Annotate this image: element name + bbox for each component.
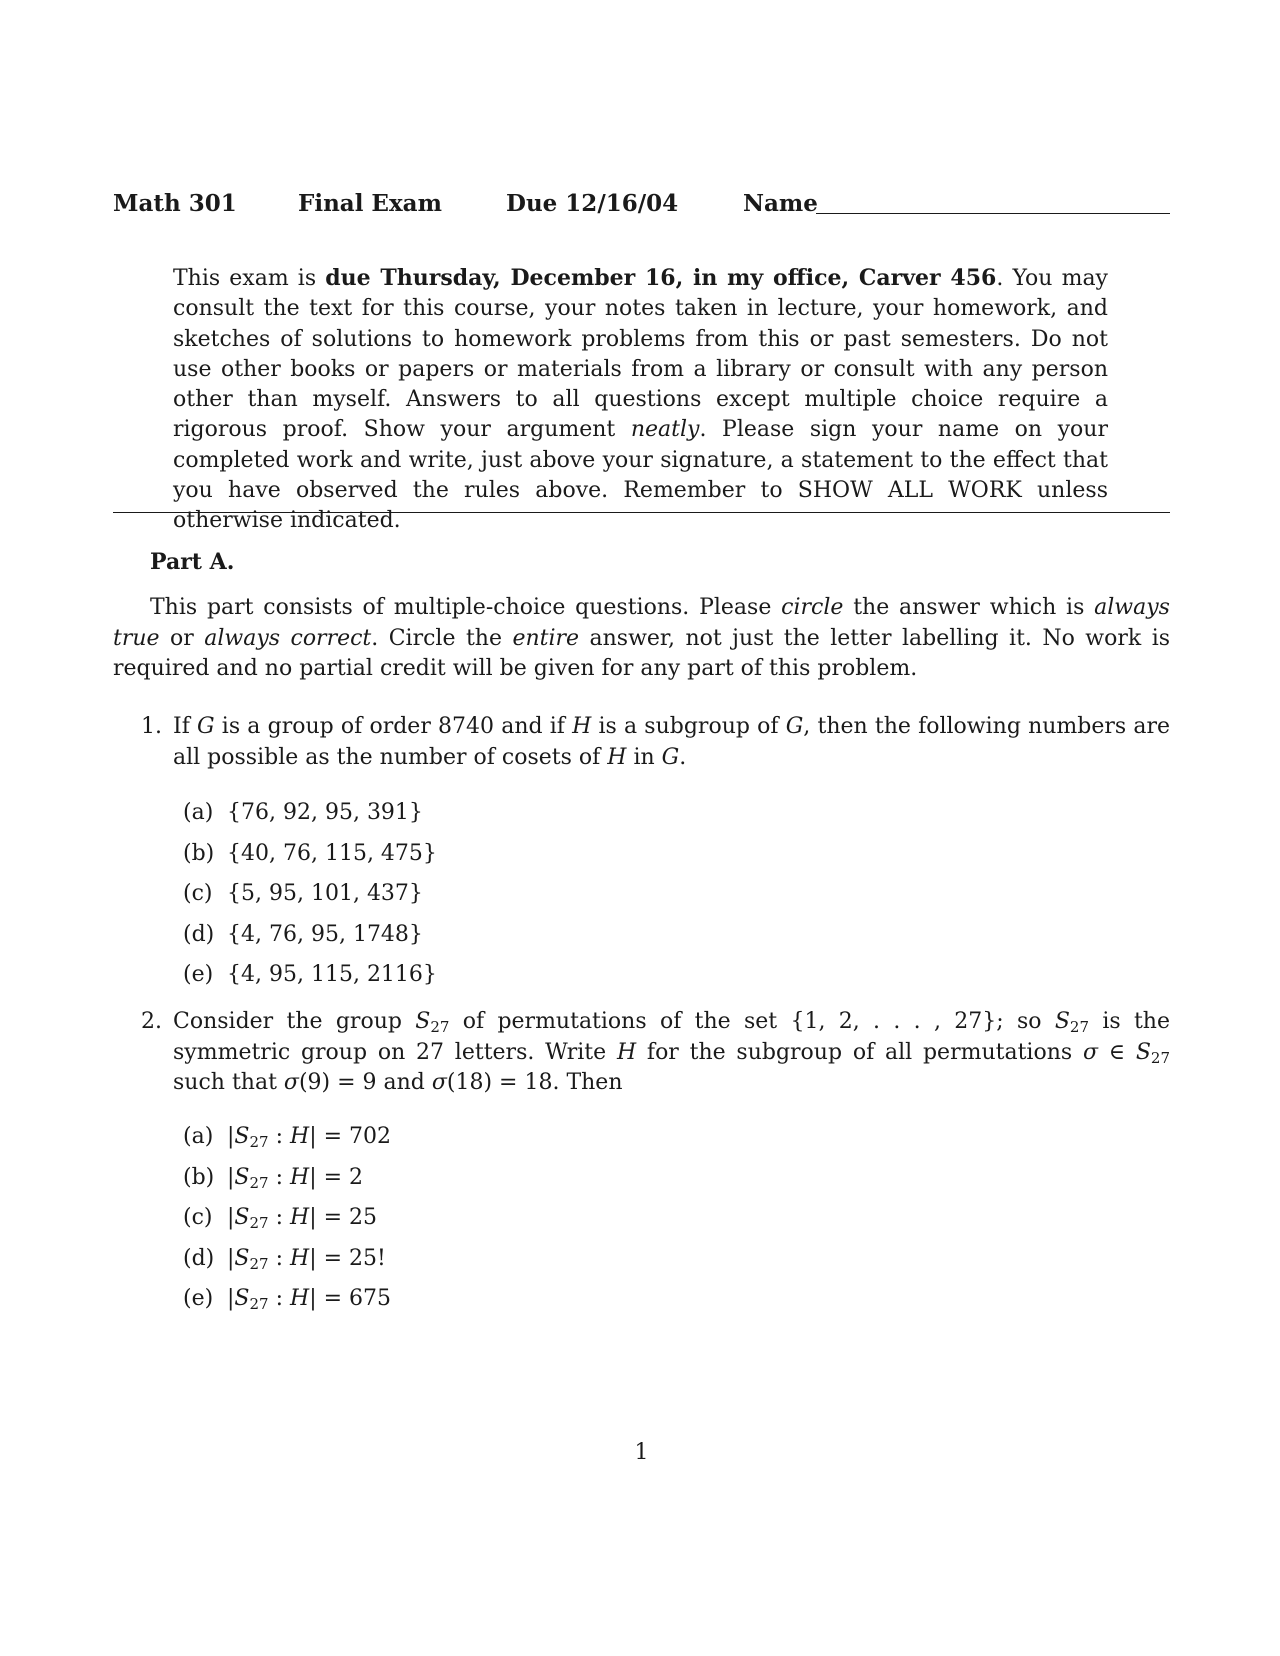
choice-b[interactable]: (b) {40, 76, 115, 475} <box>183 840 437 866</box>
due-location: due Thursday, December 16, in my office, Carver 456 <box>325 265 997 291</box>
part-intro: This part consists of multiple-choice questions. Please circle the answer which is always true or always correct. Circle the entire answer, not just the letter labelling it. No work is required and no partial credit will be given for any part of this problem. <box>113 595 1171 681</box>
exam-instructions: This exam is due Thursday, December 16, in my office, Carver 456. You may consult the text for this course, your notes taken in lecture, your homework, and sketches of solutions to homework problems from this or past semesters. Do not use other books or papers or materials from a library or consult with any person other than myself. Answers to all questions except multiple choice require a rigorous proof. Show your argument neatly. Please sign your name on your completed work and write, just above your signature, a statement to the effect that you have observed the rules above. Remember to SHOW ALL WORK unless otherwise indicated. <box>173 265 1108 534</box>
question-2 <box>113 1007 1170 1099</box>
choice-c[interactable]: (c) {5, 95, 101, 437} <box>183 881 423 906</box>
part-title: Part A. <box>150 549 235 575</box>
course-label: Math 301 <box>113 190 237 217</box>
choice-d[interactable]: (d) $|S_{27}$ : H| = 25! <box>183 1245 386 1273</box>
due-date: Due 12/16/04 <box>506 190 679 217</box>
question-2-choices <box>183 1124 391 1327</box>
exam-title: Final Exam <box>298 190 442 217</box>
name-label: Name <box>743 190 818 217</box>
question-1 <box>113 712 1170 773</box>
choice-b[interactable]: (b) $|S_{27}$ : H| = 2 <box>183 1164 364 1192</box>
question-number: 1. <box>141 714 162 739</box>
choice-e[interactable]: (e) {4, 95, 115, 2116} <box>183 962 437 987</box>
choice-a[interactable]: (a) {76, 92, 95, 391} <box>183 800 423 825</box>
choice-d[interactable]: (d) {4, 76, 95, 1748} <box>183 921 423 947</box>
question-text: If G is a group of order 8740 and if H is a subgroup of G, then the following numbers are all possible as the number of cosets of H in G. <box>173 714 1171 770</box>
question-1-choices <box>183 800 437 1003</box>
name-blank-line <box>816 213 1170 214</box>
exam-header <box>113 190 1170 220</box>
page-number: 1 <box>634 1440 649 1465</box>
question-number: 2. <box>141 1009 162 1034</box>
section-divider <box>113 512 1170 513</box>
choice-c[interactable]: (c) $|S_{27}$ : H| = 25 <box>183 1205 378 1232</box>
choice-a[interactable]: (a) $|S_{27}$ : H| = 702 <box>183 1124 392 1151</box>
choice-e[interactable]: (e) $|S_{27}$ : H| = 675 <box>183 1286 392 1313</box>
question-text: Consider the group $S_{27}$ of permutations of the set {1, 2, . . . , 27}; so $S_{27}$ is the symmetric group on 27 letters. Write H for the subgroup of all permutations σ ∈ $S_{27}$ such that σ(9) = 9 and σ(18) = 18. Then <box>173 1009 1170 1095</box>
